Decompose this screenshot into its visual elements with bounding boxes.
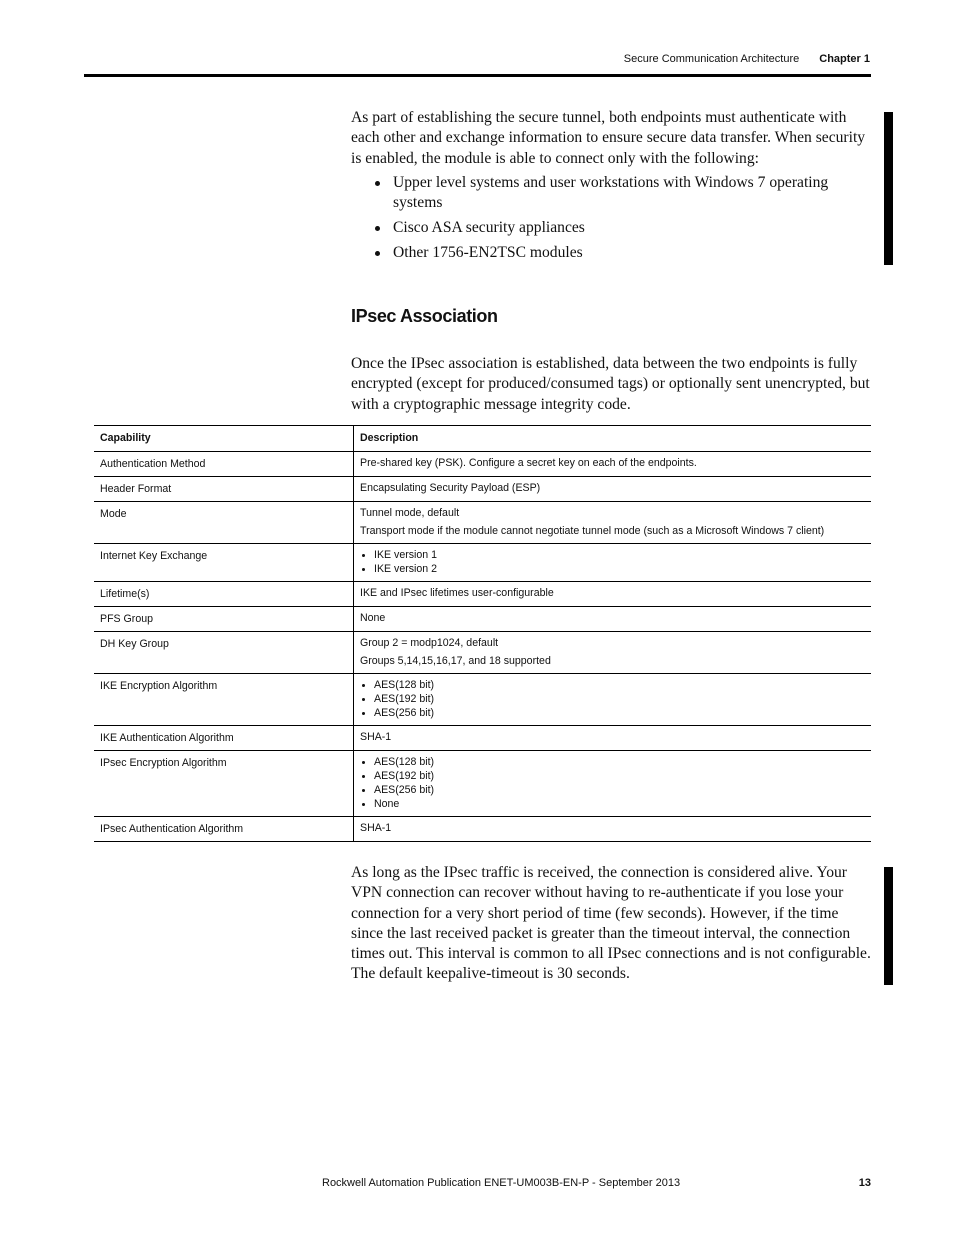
list-item-text: IKE version 2 <box>374 563 438 575</box>
capability-cell: IKE Authentication Algorithm <box>94 726 354 751</box>
bullet-dot <box>362 803 365 806</box>
capability-cell: IPsec Authentication Algorithm <box>94 817 354 842</box>
list-item <box>360 678 865 692</box>
table-row <box>94 452 871 477</box>
table-row <box>94 632 871 674</box>
list-item-text: Cisco ASA security appliances <box>393 219 585 237</box>
description-line: IKE and IPsec lifetimes user-configurable <box>360 587 554 599</box>
table-row <box>94 544 871 582</box>
description-cell <box>354 544 872 582</box>
description-bullet-list <box>360 678 865 720</box>
table-row <box>94 477 871 502</box>
description-cell <box>354 632 872 674</box>
table-row <box>94 502 871 544</box>
list-item <box>360 797 865 811</box>
capability-cell: Authentication Method <box>94 452 354 477</box>
bullet-dot <box>362 554 365 557</box>
intro-paragraph: As part of establishing the secure tunnel, both endpoints must authenticate with each other and exchange information to ensure secure data transfer. When security is enabled, the module is able to connect only with the following: <box>351 109 866 167</box>
list-item-text: AES(192 bit) <box>374 770 435 782</box>
capability-table <box>94 425 871 842</box>
bullet-dot <box>375 226 380 231</box>
bullet-dot <box>362 761 365 764</box>
capability-cell: PFS Group <box>94 607 354 632</box>
list-item-text: AES(128 bit) <box>374 679 435 691</box>
capability-cell: DH Key Group <box>94 632 354 674</box>
description-bullet-list <box>360 548 865 576</box>
list-item-text: IKE version 1 <box>374 549 438 561</box>
table-row <box>94 582 871 607</box>
description-line: Group 2 = modp1024, default <box>360 637 499 649</box>
description-cell <box>354 607 872 632</box>
bullet-dot <box>362 684 365 687</box>
list-item-text: AES(128 bit) <box>374 756 435 768</box>
section-paragraph: Once the IPsec association is established, data between the two endpoints is fully encrypted (except for produced/consumed tags) or optionally sent unencrypted, but with a cryptographic message integrity code. <box>351 355 870 413</box>
bullet-dot <box>362 775 365 778</box>
capability-cell: Mode <box>94 502 354 544</box>
description-cell <box>354 452 872 477</box>
intro-section <box>351 108 873 268</box>
table-row <box>94 607 871 632</box>
description-line: Tunnel mode, default <box>360 507 460 519</box>
column-header-capability: Capability <box>94 426 354 452</box>
change-bar <box>884 112 893 265</box>
description-line: SHA-1 <box>360 822 392 834</box>
bullet-dot <box>375 181 380 186</box>
capability-cell: IPsec Encryption Algorithm <box>94 751 354 817</box>
description-cell <box>354 477 872 502</box>
header-section-title: Secure Communication Architecture <box>623 53 800 65</box>
capability-cell: Lifetime(s) <box>94 582 354 607</box>
description-line: Pre-shared key (PSK). Configure a secret key on each of the endpoints. <box>360 457 697 469</box>
description-line: Groups 5,14,15,16,17, and 18 supported <box>360 655 551 667</box>
list-item-text: AES(256 bit) <box>374 784 435 796</box>
description-cell <box>354 726 872 751</box>
description-line: Encapsulating Security Payload (ESP) <box>360 482 541 494</box>
description-cell <box>354 502 872 544</box>
table-row <box>94 726 871 751</box>
list-item-text: AES(256 bit) <box>374 707 435 719</box>
list-item <box>360 769 865 783</box>
table-body <box>94 452 871 842</box>
list-item <box>360 692 865 706</box>
footer-publication: Rockwell Automation Publication ENET-UM003B-EN-P - September 2013 <box>322 1177 681 1189</box>
description-line: None <box>360 612 386 624</box>
list-item <box>360 562 865 576</box>
change-bar <box>884 867 893 985</box>
header-chapter: Chapter 1 <box>819 53 870 65</box>
section-heading: IPsec Association <box>351 306 498 326</box>
capability-cell: Header Format <box>94 477 354 502</box>
column-header-description: Description <box>354 426 872 452</box>
list-item <box>351 243 873 263</box>
list-item <box>351 173 873 214</box>
list-item-text: None <box>374 798 400 810</box>
bullet-dot <box>375 251 380 256</box>
list-item-text: Other 1756-EN2TSC modules <box>393 243 583 261</box>
table-row <box>94 817 871 842</box>
capability-cell: IKE Encryption Algorithm <box>94 674 354 726</box>
list-item <box>360 783 865 797</box>
bullet-dot <box>362 789 365 792</box>
capability-cell: Internet Key Exchange <box>94 544 354 582</box>
running-header <box>624 53 870 65</box>
list-item-text: AES(192 bit) <box>374 693 435 705</box>
bullet-dot <box>362 712 365 715</box>
page-number: 13 <box>858 1177 871 1189</box>
description-line: Transport mode if the module cannot negotiate tunnel mode (such as a Microsoft Windows 7 client) <box>360 525 825 537</box>
description-cell <box>354 674 872 726</box>
bullet-dot <box>362 568 365 571</box>
list-item-text: Upper level systems and user workstations with Windows 7 operating systems <box>393 173 829 212</box>
list-item <box>360 548 865 562</box>
list-item <box>360 706 865 720</box>
intro-bullet-list <box>351 173 873 263</box>
table-header-row <box>94 426 871 452</box>
header-rule <box>84 74 871 77</box>
description-cell <box>354 817 872 842</box>
description-cell <box>354 582 872 607</box>
bullet-dot <box>362 698 365 701</box>
list-item <box>351 218 873 238</box>
table-row <box>94 751 871 817</box>
table-row <box>94 674 871 726</box>
description-cell <box>354 751 872 817</box>
description-line: SHA-1 <box>360 731 392 743</box>
list-item <box>360 755 865 769</box>
closing-paragraph: As long as the IPsec traffic is received, the connection is considered alive. Your VPN connection can recover without having to re-authenticate if you lose your connection for a very short period of time (few seconds). However, if the time since the last received packet is greater than the timeout interval, the connection times out. This interval is common to all IPsec connections and is not configurable. The default keepalive-timeout is 30 seconds. <box>351 864 871 983</box>
description-bullet-list <box>360 755 865 811</box>
page-footer <box>84 1177 871 1193</box>
